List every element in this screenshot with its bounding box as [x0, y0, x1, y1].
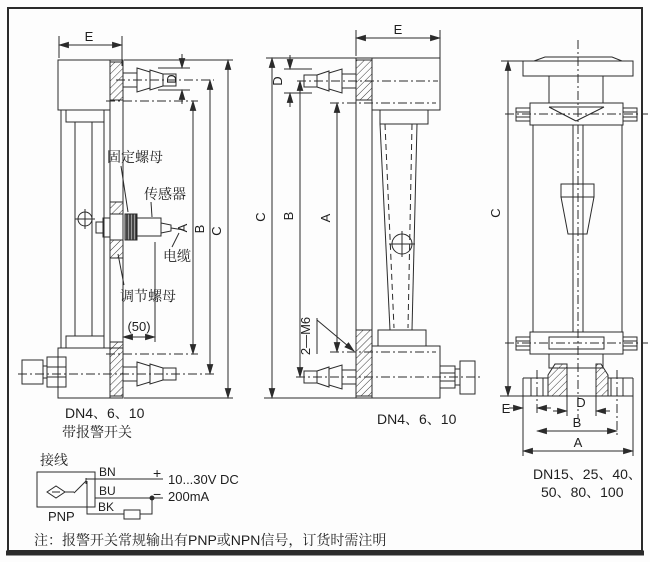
- dim-label-e: E: [501, 401, 511, 416]
- sensor-symbol: [47, 478, 95, 507]
- wire-bn-label: BN: [99, 465, 116, 479]
- minus-sign: −: [153, 486, 162, 502]
- sensor-label: 传感器: [144, 186, 186, 202]
- wiring-diagram: [37, 452, 239, 524]
- fixing-nut-label: 固定螺母: [107, 149, 163, 165]
- wire-bu-label: BU: [99, 484, 116, 498]
- cable-label: 电缆: [163, 248, 191, 264]
- dim-label-b: B: [281, 211, 296, 221]
- supply-voltage-label: 10...30V DC: [168, 472, 239, 487]
- dim-label-c: C: [488, 208, 503, 218]
- dim-label-b: B: [572, 415, 582, 430]
- dim-label-d: D: [576, 395, 586, 410]
- drawing-dn15-flanged: [488, 40, 648, 500]
- callout-cable: [163, 233, 191, 264]
- current-label: 200mA: [168, 489, 210, 504]
- dim-label-c: C: [209, 226, 224, 236]
- drawing1-caption-type: 带报警开关: [62, 424, 132, 440]
- drawing-dn4-alarm-switch: [18, 29, 233, 440]
- drawing3-caption-line1: DN15、25、40、: [533, 466, 642, 482]
- meter-body: [505, 40, 648, 437]
- dimension-e: [502, 396, 551, 456]
- dim-label-d: D: [164, 74, 179, 84]
- dimension-d: [553, 395, 610, 416]
- dim-label-a: A: [573, 435, 583, 450]
- thread-callout-2m6: [298, 317, 354, 355]
- dim-label-offset: (50): [127, 319, 151, 334]
- adjust-nut-label: 调节螺母: [120, 288, 176, 304]
- wire-bk-label: BK: [98, 500, 115, 514]
- dim-label-e: E: [393, 22, 403, 37]
- dim-label-a: A: [318, 213, 333, 223]
- pnp-label: PNP: [48, 509, 75, 524]
- dimension-b: [192, 80, 210, 374]
- sensor-box: [37, 472, 95, 507]
- dim-label-d: D: [270, 76, 285, 86]
- plus-sign: +: [153, 465, 162, 481]
- dim-label-a: A: [175, 223, 190, 233]
- meter-body: [58, 60, 123, 398]
- dim-label-e: E: [84, 29, 94, 44]
- drawing1-caption-size: DN4、6、10: [65, 405, 145, 421]
- wiring-title: 接线: [40, 452, 68, 468]
- drawing3-caption-line2: 50、80、100: [541, 484, 624, 500]
- callout-sensor: [144, 186, 186, 217]
- drawing-dn4-basic: [253, 22, 483, 427]
- meter-body: [356, 58, 440, 398]
- thread-label: 2—M6: [298, 316, 313, 356]
- alarm-sensor-assembly: [96, 214, 184, 240]
- drawing2-caption-size: DN4、6、10: [377, 411, 457, 427]
- dim-label-c: C: [253, 212, 268, 222]
- needle-valve: [22, 357, 66, 387]
- dimension-a: [318, 103, 436, 352]
- dimension-b: [537, 415, 617, 431]
- dimension-a: [106, 101, 198, 354]
- footer-note: 注：报警开关常规输出有PNP或NPN信号，订货时需注明: [34, 532, 387, 548]
- dim-label-b: B: [192, 224, 207, 234]
